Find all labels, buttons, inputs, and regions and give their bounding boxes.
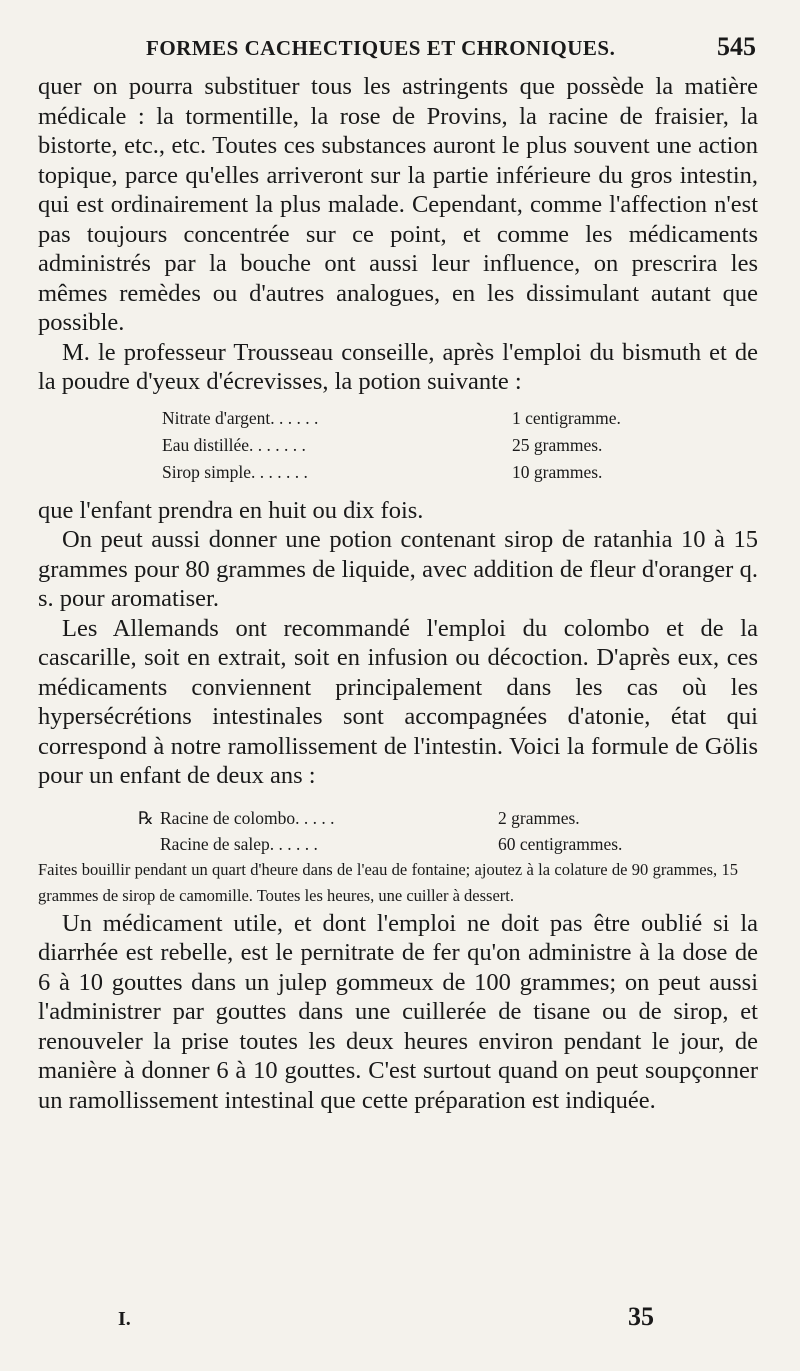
ingredient-quantity: 2 grammes. — [498, 807, 580, 828]
formula-trousseau — [162, 405, 682, 486]
ingredient-name-text: Racine de salep. . . . . . — [160, 833, 318, 854]
paragraph-6: Un médicament utile, et dont l'emploi ne doit pas être oublié si la diarrhée est rebelle, est le pernitrate de fer qu'on administre à la dose de 6 à 10 gouttes dans un julep gommeux de 100 grammes; on peut aussi l'administrer par gouttes dans une cuillerée de tisane ou de sirop, et renouveler la prise toutes les deux heures environ pendant le jour, de manière à donner 6 à 10 gouttes. C'est surtout quand on peut soupçonner un ramollissement intestinal que cette préparation est indiquée. — [38, 909, 758, 1114]
page-footer — [0, 1302, 800, 1336]
formula-golis — [138, 805, 698, 857]
ingredient-quantity: 10 grammes. — [512, 461, 603, 482]
ingredient-name-text: Racine de colombo. . . . . — [160, 807, 335, 828]
paragraph-4: On peut aussi donner une potion contenant sirop de ratanhia 10 à 15 grammes pour 80 grammes de liquide, avec addition de fleur d'oranger q. s. pour aromatiser. — [38, 526, 758, 612]
preparation-note: Faites bouillir pendant un quart d'heure dans de l'eau de fontaine; ajoutez à la colature de 90 grammes, 15 grammes de sirop de camomille. Toutes les heures, une cuiller à dessert. — [38, 859, 738, 905]
body-text — [38, 72, 758, 1115]
running-title: FORMES CACHECTIQUES ET CHRONIQUES. — [146, 36, 616, 60]
recipe-symbol-icon: ℞ — [138, 807, 154, 828]
ingredient-quantity: 25 grammes. — [512, 434, 603, 455]
formula-row — [162, 459, 682, 486]
ingredient-name: Sirop simple. . . . . . . — [162, 461, 308, 482]
ingredient-quantity: 60 centigrammes. — [498, 833, 623, 854]
ingredient-name: Nitrate d'argent. . . . . . — [162, 407, 319, 428]
formula-row — [162, 405, 682, 432]
paragraph-2: M. le professeur Trousseau conseille, après l'emploi du bismuth et de la poudre d'yeux d'écrevisses, la potion suivante : — [38, 338, 758, 395]
paragraph-3: que l'enfant prendra en huit ou dix fois. — [38, 496, 424, 524]
paragraph-1: quer on pourra substituer tous les astringents que possède la matière médicale : la tormentille, la rose de Provins, la racine de fraisier, la bistorte, etc., etc. Toutes ces substances auront le plus souvent une action topique, parce qu'elles arriveront sur la partie inférieure du gros intestin, qui est ordinairement la plus malade. Cependant, comme l'affection n'est pas toujours concentrée sur ce point, et comme les médicaments administrés par la bouche ont aussi leur influence, on prescrira les mêmes remèdes ou d'autres analogues, en les dissimulant autant que possible. — [38, 73, 758, 336]
ingredient-name — [138, 805, 498, 831]
sheet-number: 35 — [628, 1302, 654, 1331]
ingredient-name: Eau distillée. . . . . . . — [162, 434, 306, 455]
ingredient-quantity: 1 centigramme. — [512, 407, 621, 428]
paragraph-5: Les Allemands ont recommandé l'emploi du colombo et de la cascarille, soit en extrait, soit en infusion ou décoction. D'après eux, ces médicaments conviennent principalement dans les cas où les hypersécrétions intestinales sont accompagnées d'atonie, état qui correspond à notre ramollissement de l'intestin. Voici la formule de Gölis pour un enfant de deux ans : — [38, 614, 758, 789]
formula-row — [162, 432, 682, 459]
formula-row — [138, 805, 698, 831]
formula-row — [138, 831, 698, 857]
signature-mark: I. — [118, 1308, 131, 1330]
page-number: 545 — [717, 32, 756, 61]
page-header — [0, 34, 800, 70]
ingredient-name — [138, 831, 498, 857]
